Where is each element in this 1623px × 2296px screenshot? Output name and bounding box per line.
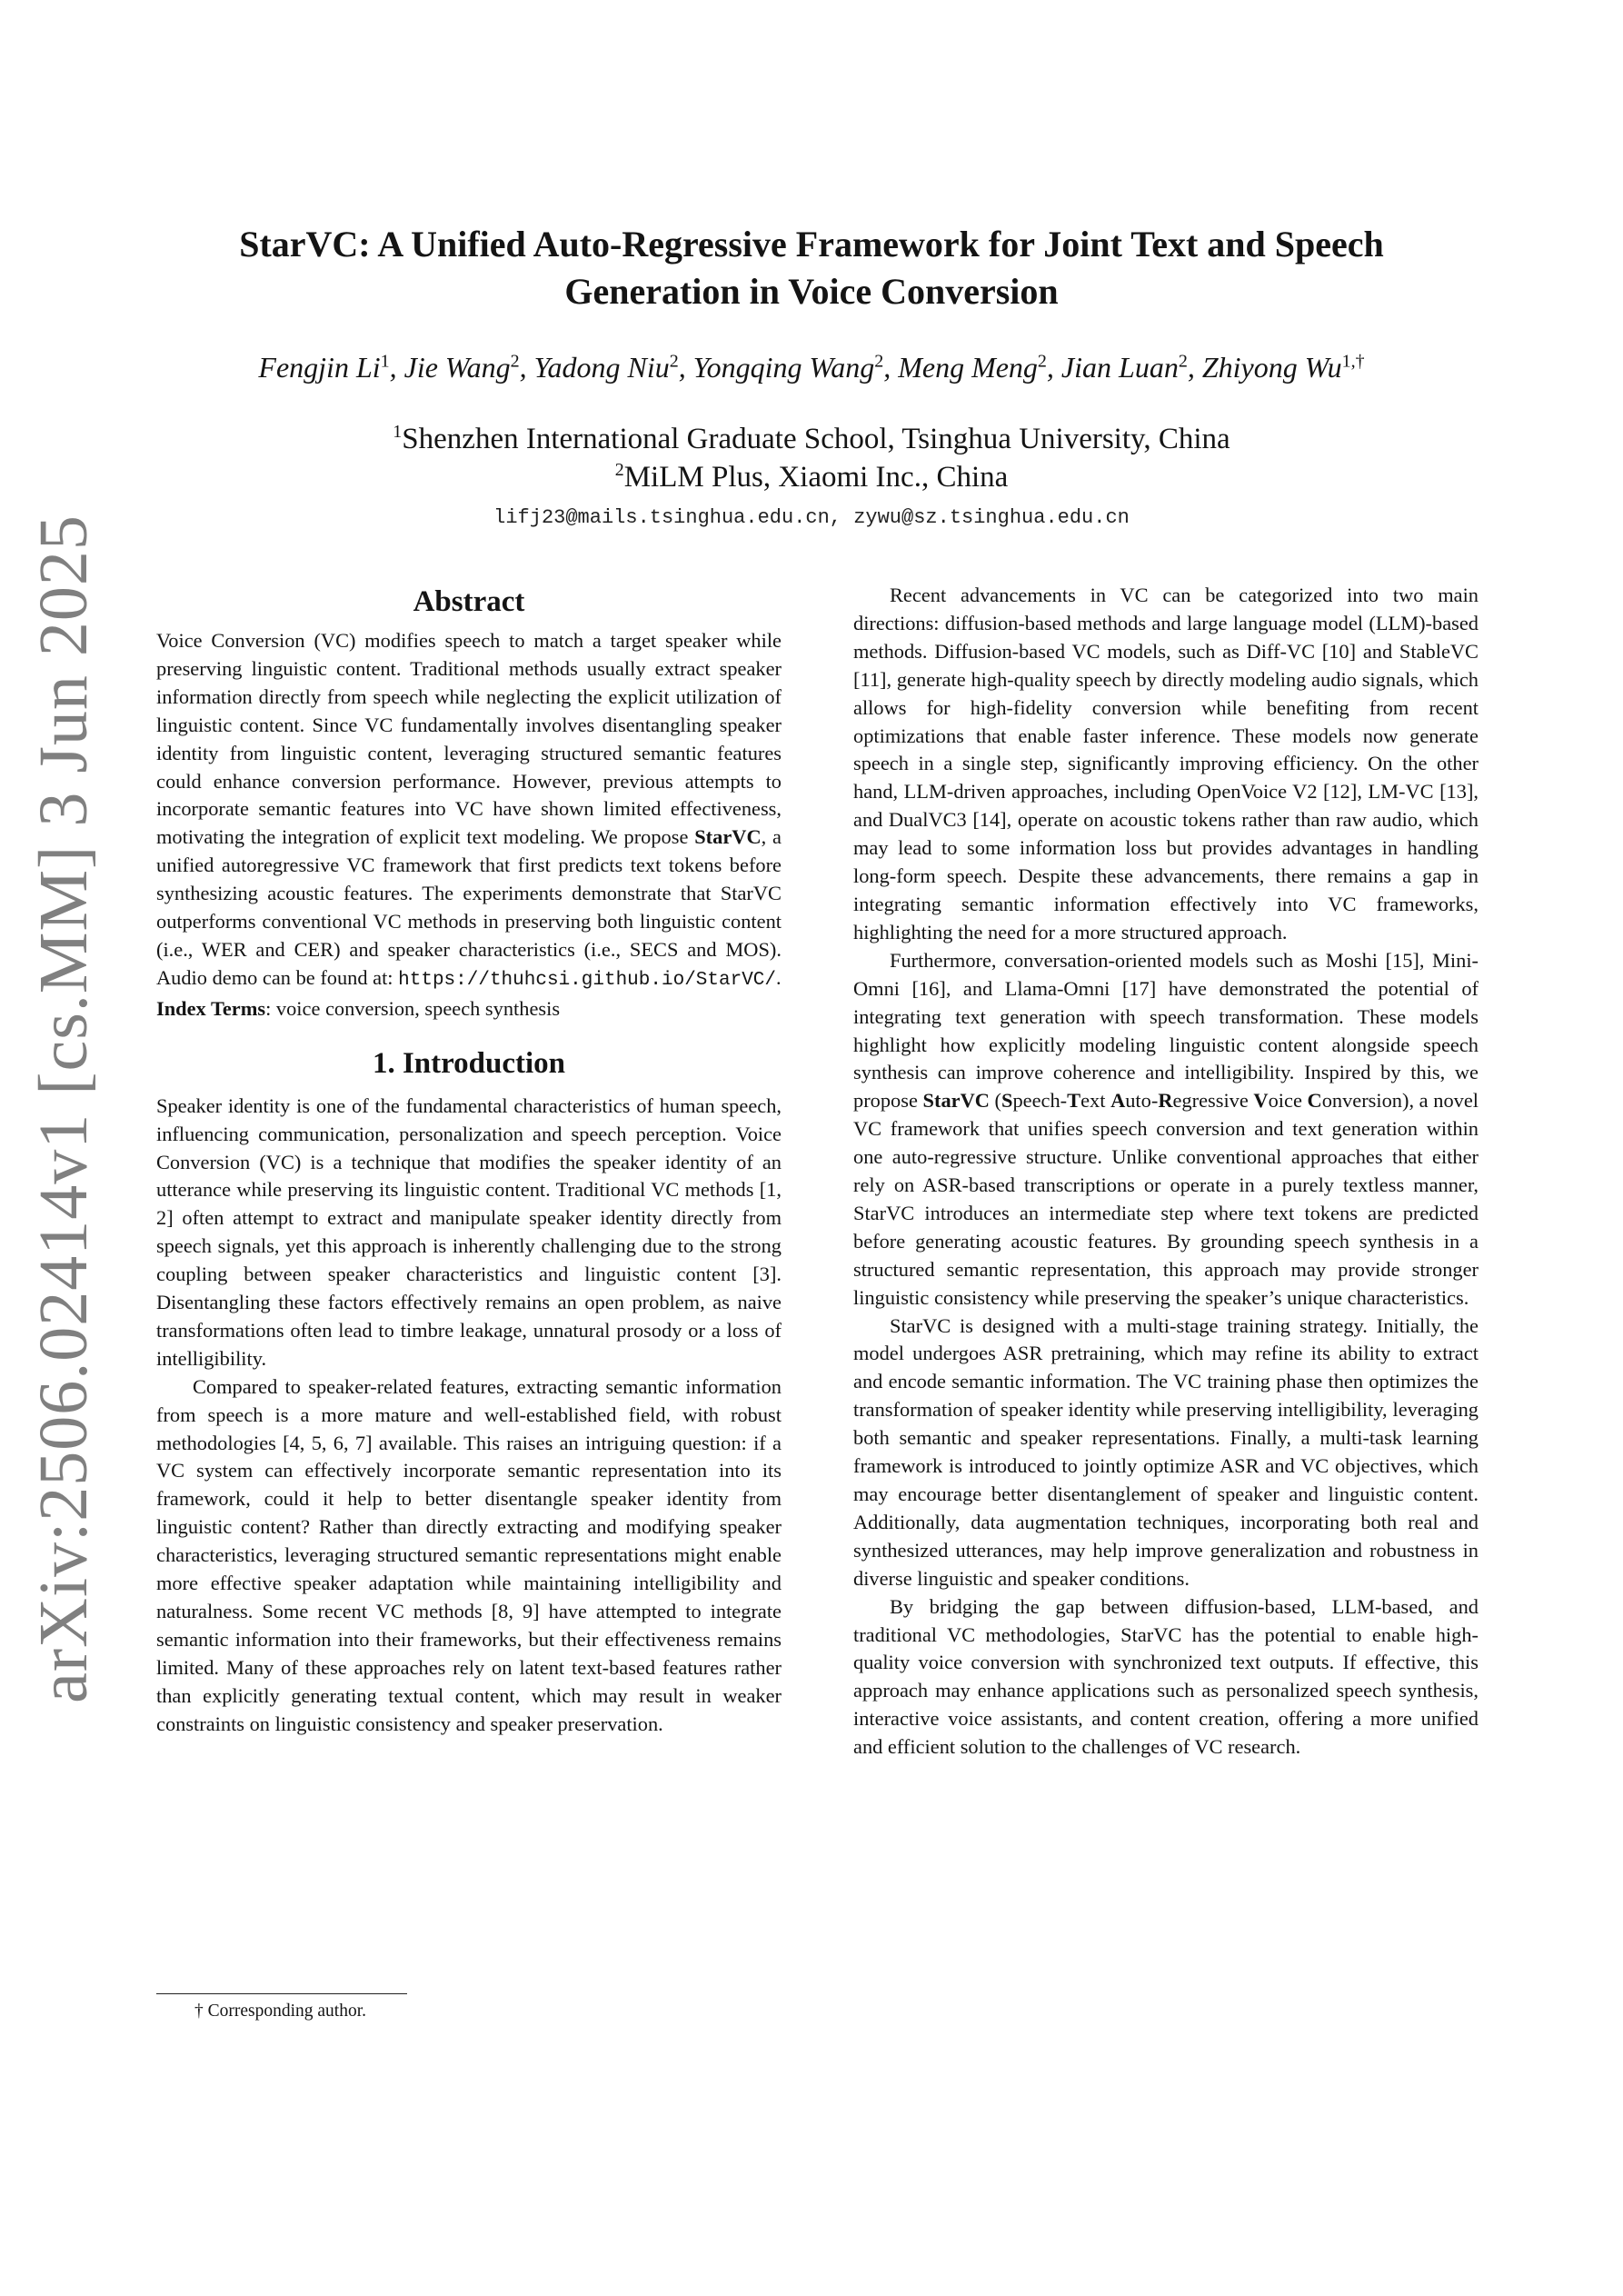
author-emails: lifj23@mails.tsinghua.edu.cn, zywu@sz.tsinghua.edu.cn <box>493 506 1130 529</box>
abstract-text: Voice Conversion (VC) modifies speech to match a target speaker while preserving linguistic content. Traditional methods usually extract speaker information directly from speech while neglecting the explicit utilization of linguistic content. Since VC fundamentally involves disentangling speaker identity from linguistic content, leveraging structured semantic features could enhance conversion performance. However, previous attempts to incorporate semantic features into VC have shown limited effectiveness, motivating the integration of explicit text modeling. We propose StarVC, a unified autoregressive VC framework that first predicts text tokens before synthesizing acoustic features. The experiments demonstrate that StarVC outperforms conventional VC methods in preserving both linguistic content (i.e., WER and CER) and speaker characteristics (i.e., SECS and MOS). Audio demo can be found at: https://thuhcsi.github.io/StarVC/. <box>156 629 782 991</box>
intro-paragraph-1: Speaker identity is one of the fundamental characteristics of human speech, influencing communication, personalization and speech perception. Voice Conversion (VC) is a technique that modifies the speaker identity of an utterance while preserving its linguistic content. Traditional VC methods [1, 2] often attempt to extract and manipulate speaker identity directly from speech signals, yet this approach is inherently challenging due to the strong coupling between speaker characteristics and linguistic content [3]. Disentangling these factors effectively remains an open problem, as naive transformations often lead to timbre leakage, unnatural prosody or a loss of intelligibility. <box>156 1093 782 1370</box>
left-column <box>156 582 782 1739</box>
intro-paragraph-4: Furthermore, conversation-oriented models such as Moshi [15], Mini-Omni [16], and Llama-Omni [17] have demonstrated the potential of integrating text generation with speech transformation. These models highlight how explicitly modeling linguistic content alongside speech synthesis can improve coherence and intelligibility. Inspired by this, we propose StarVC (Speech-Text Auto-Regressive Voice Conversion), a novel VC framework that unifies speech conversion and text generation within one auto-regressive structure. Unlike conventional approaches that either rely on ASR-based transcriptions or operate in a purely textless manner, StarVC introduces an intermediate step where text tokens are predicted before generating acoustic features. By grounding speech synthesis in a structured semantic representation, this approach may provide stronger linguistic consistency while preserving the speaker’s unique characteristics. <box>853 948 1479 1309</box>
arxiv-stamp: arXiv:2506.02414v1 [cs.MM] 3 Jun 2025 <box>25 514 102 1703</box>
author: Fengjin Li$^1$, <box>258 351 404 384</box>
author: Zhiyong $Wu^{1,\dagger}$ <box>1201 351 1365 384</box>
author: Jie Wang$^2$, <box>403 351 534 384</box>
author: Meng Meng$^2$, <box>898 351 1061 384</box>
abstract-heading: Abstract <box>413 585 525 618</box>
intro-paragraph-6: By bridging the gap between diffusion-based, LLM-based, and traditional VC methodologies, StarVC has the potential to enable high-quality voice conversion with synchronized text outputs. If effective, this approach may enhance applications such as personalized speech synthesis, interactive voice assistants, and content creation, offering a more unified and efficient solution to the challenges of VC research. <box>853 1594 1479 1759</box>
intro-paragraph-2: Compared to speaker-related features, extracting semantic information from speech is a more mature and well-established field, with robust methodologies [4, 5, 6, 7] available. This raises an intriguing question: if a VC system can effectively incorporate semantic representation into its framework, could it help to better disentangle speaker identity from linguistic content? Rather than directly extracting and modifying speaker characteristics, leveraging structured semantic representations might enable more effective speaker adaptation while maintaining intelligibility and naturalness. Some recent VC methods [8, 9] have attempted to integrate semantic information into their frameworks, but their effectiveness remains limited. Many of these approaches rely on latent text-based features rather than explicitly generating textual content, which may result in weaker constraints on linguistic consistency and speaker preservation. <box>156 1374 782 1735</box>
introduction-heading: 1. Introduction <box>372 1046 566 1080</box>
title-line-1: StarVC: A Unified Auto-Regressive Framework for Joint Text and Speech <box>239 224 1384 265</box>
demo-link[interactable]: https://thuhcsi.github.io/StarVC/ <box>398 969 777 991</box>
paper-title <box>154 221 1469 315</box>
author: Yadong Niu$^2$, <box>533 351 693 384</box>
author: Jian Luan$^2$, <box>1060 351 1202 384</box>
right-column <box>853 582 1479 1762</box>
intro-paragraph-5: StarVC is designed with a multi-stage training strategy. Initially, the model undergoes ASR pretraining, which may refine its ability to extract and encode semantic information. The VC training phase then optimizes the transformation of speaker identity while preserving intelligibility, leveraging both semantic and speaker representations. Finally, a multi-task learning framework is introduced to jointly optimize ASR and VC objectives, which may encourage better disentanglement of speaker and linguistic content. Additionally, data augmentation techniques, incorporating both real and synthesized utterances, may help improve generalization and robustness in diverse linguistic and speaker conditions. <box>853 1313 1479 1590</box>
footnote-rule <box>156 1993 407 1994</box>
title-line-2: Generation in Voice Conversion <box>564 271 1059 312</box>
footnote: † Corresponding author. <box>194 2002 367 2021</box>
affiliation-1: $^1$Shenzhen International Graduate School, Tsinghua University, China <box>393 422 1230 455</box>
index-terms: Index Terms: voice conversion, speech synthesis <box>156 996 561 1020</box>
author: Yongqing Wang$^2$, <box>692 351 899 384</box>
affiliation-2: $^2$MiLM Plus, Xiaomi Inc., China <box>614 460 1009 494</box>
intro-paragraph-3: Recent advancements in VC can be categorized into two main directions: diffusion-based methods and large language model (LLM)-based methods. Diffusion-based VC models, such as Diff-VC [10] and StableVC [11], generate high-quality speech by directly modeling audio signals, which allows for high-fidelity conversion while benefiting from recent optimizations that enable faster inference. These models now generate speech in a single step, significantly improving efficiency. On the other hand, LLM-driven approaches, including OpenVoice V2 [12], LM-VC [13], and DualVC3 [14], operate on acoustic tokens rather than raw audio, which may lead to some information loss but provides advantages in handling long-form speech. Despite these advancements, there remains a gap in integrating semantic information effectively into VC frameworks, highlighting the need for a more structured approach. <box>853 584 1479 943</box>
author-list <box>109 349 1514 385</box>
